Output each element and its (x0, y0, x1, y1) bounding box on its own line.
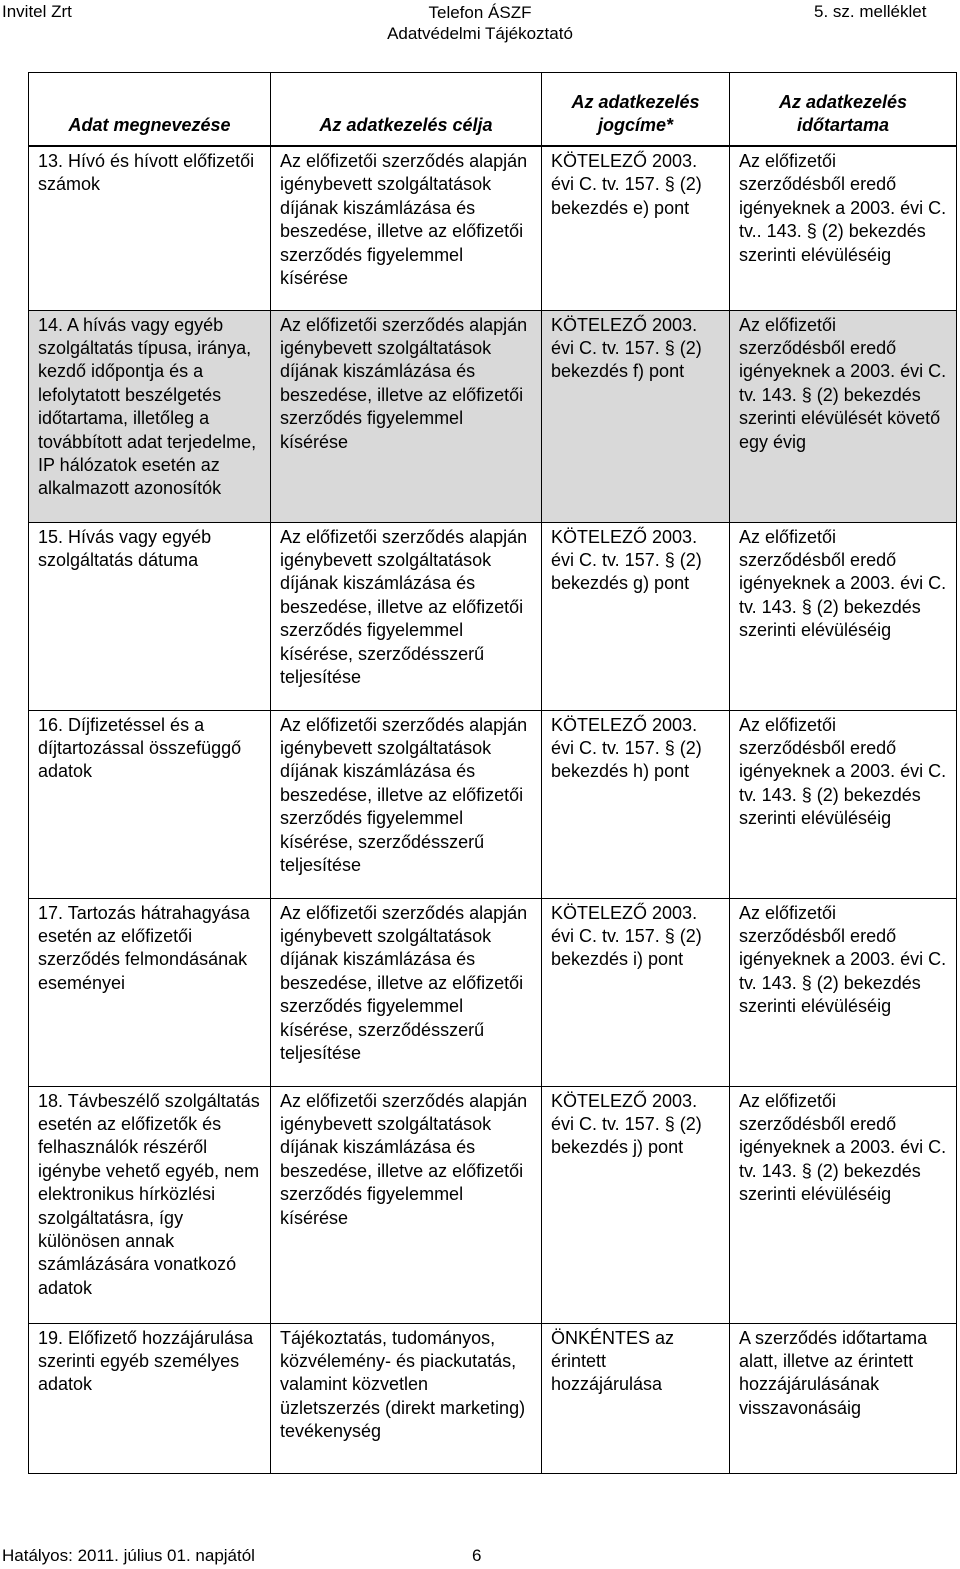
cell-legal-basis: KÖTELEZŐ 2003. évi C. tv. 157. § (2) bekezdés h) pont (542, 710, 730, 898)
column-header-data-name: Adat megnevezése (29, 73, 271, 147)
company-name: Invitel Zrt (2, 2, 72, 21)
cell-purpose: Tájékoztatás, tudományos, közvélemény- és piackutatás, valamint közvetlen üzletszerzés (direkt marketing) tevékenység (271, 1323, 542, 1473)
cell-data-name: 17. Tartozás hátrahagyása esetén az előfizetői szerződés felmondásának eseményei (29, 898, 271, 1086)
page-number: 6 (472, 1546, 482, 1565)
document-title-line-1: Telefon ÁSZF (428, 3, 532, 22)
cell-purpose: Az előfizetői szerződés alapján igénybevett szolgáltatások díjának kiszámlázása és beszedése, illetve az előfizetői szerződés figyelemmel kísérése (271, 1086, 542, 1323)
cell-purpose: Az előfizetői szerződés alapján igénybevett szolgáltatások díjának kiszámlázása és beszedése, illetve az előfizetői szerződés figyelemmel kísérése, szerződésszerű teljesítése (271, 522, 542, 710)
cell-duration: Az előfizetői szerződésből eredő igényeknek a 2003. évi C. tv. 143. § (2) bekezdés szerinti elévüléséig (730, 710, 957, 898)
table-row (29, 1086, 957, 1323)
cell-legal-basis: ÖNKÉNTES az érintett hozzájárulása (542, 1323, 730, 1473)
effective-date: Hatályos: 2011. július 01. napjától (2, 1546, 255, 1565)
column-header-purpose: Az adatkezelés célja (271, 73, 542, 147)
table-row (29, 898, 957, 1086)
page-header (0, 2, 960, 48)
table-row (29, 310, 957, 522)
cell-purpose: Az előfizetői szerződés alapján igénybevett szolgáltatások díjának kiszámlázása és beszedése, illetve az előfizetői szerződés figyelemmel kísérése (271, 146, 542, 310)
cell-purpose: Az előfizetői szerződés alapján igénybevett szolgáltatások díjának kiszámlázása és beszedése, illetve az előfizetői szerződés figyelemmel kísérése, szerződésszerű teljesítése (271, 898, 542, 1086)
cell-legal-basis: KÖTELEZŐ 2003. évi C. tv. 157. § (2) bekezdés j) pont (542, 1086, 730, 1323)
cell-data-name: 18. Távbeszélő szolgáltatás esetén az előfizetők és felhasználók részéről igénybe vehető egyéb, nem elektronikus hírközlési szolgáltatásra, így különösen annak számlázására vonatkozó adatok (29, 1086, 271, 1323)
cell-purpose: Az előfizetői szerződés alapján igénybevett szolgáltatások díjának kiszámlázása és beszedése, illetve az előfizetői szerződés figyelemmel kísérése, szerződésszerű teljesítése (271, 710, 542, 898)
cell-duration: A szerződés időtartama alatt, illetve az érintett hozzájárulásának visszavonásáig (730, 1323, 957, 1473)
table-row (29, 522, 957, 710)
cell-purpose: Az előfizetői szerződés alapján igénybevett szolgáltatások díjának kiszámlázása és beszedése, illetve az előfizetői szerződés figyelemmel kísérése (271, 310, 542, 522)
document-title-line-2: Adatvédelmi Tájékoztató (387, 24, 573, 43)
data-processing-table (28, 72, 957, 1474)
cell-legal-basis: KÖTELEZŐ 2003. évi C. tv. 157. § (2) bekezdés i) pont (542, 898, 730, 1086)
table-header-row (29, 73, 957, 147)
cell-duration: Az előfizetői szerződésből eredő igényeknek a 2003. évi C. tv. 143. § (2) bekezdés szerinti elévüléséig (730, 898, 957, 1086)
cell-legal-basis: KÖTELEZŐ 2003. évi C. tv. 157. § (2) bekezdés g) pont (542, 522, 730, 710)
cell-data-name: 13. Hívó és hívott előfizetői számok (29, 146, 271, 310)
table-row (29, 710, 957, 898)
table-row (29, 1323, 957, 1473)
document-title (370, 2, 590, 44)
cell-duration: Az előfizetői szerződésből eredő igényeknek a 2003. évi C. tv. 143. § (2) bekezdés szerinti elévülését követő egy évig (730, 310, 957, 522)
page-footer (2, 1546, 482, 1566)
cell-data-name: 19. Előfizető hozzájárulása szerinti egyéb személyes adatok (29, 1323, 271, 1473)
column-header-legal-basis: Az adatkezelés jogcíme* (542, 73, 730, 147)
cell-legal-basis: KÖTELEZŐ 2003. évi C. tv. 157. § (2) bekezdés f) pont (542, 310, 730, 522)
cell-data-name: 16. Díjfizetéssel és a díjtartozással összefüggő adatok (29, 710, 271, 898)
cell-duration: Az előfizetői szerződésből eredő igényeknek a 2003. évi C. tv. 143. § (2) bekezdés szerinti elévüléséig (730, 522, 957, 710)
annex-label: 5. sz. melléklet (814, 2, 927, 21)
table-row (29, 146, 957, 310)
cell-duration: Az előfizetői szerződésből eredő igényeknek a 2003. évi C. tv.. 143. § (2) bekezdés szerinti elévüléséig (730, 146, 957, 310)
cell-duration: Az előfizetői szerződésből eredő igényeknek a 2003. évi C. tv. 143. § (2) bekezdés szerinti elévüléséig (730, 1086, 957, 1323)
cell-data-name: 15. Hívás vagy egyéb szolgáltatás dátuma (29, 522, 271, 710)
cell-data-name: 14. A hívás vagy egyéb szolgáltatás típusa, iránya, kezdő időpontja és a lefolytatott beszélgetés időtartama, illetőleg a továbbított adat terjedelme, IP hálózatok esetén az alkalmazott azonosítók (29, 310, 271, 522)
cell-legal-basis: KÖTELEZŐ 2003. évi C. tv. 157. § (2) bekezdés e) pont (542, 146, 730, 310)
column-header-duration: Az adatkezelés időtartama (730, 73, 957, 147)
